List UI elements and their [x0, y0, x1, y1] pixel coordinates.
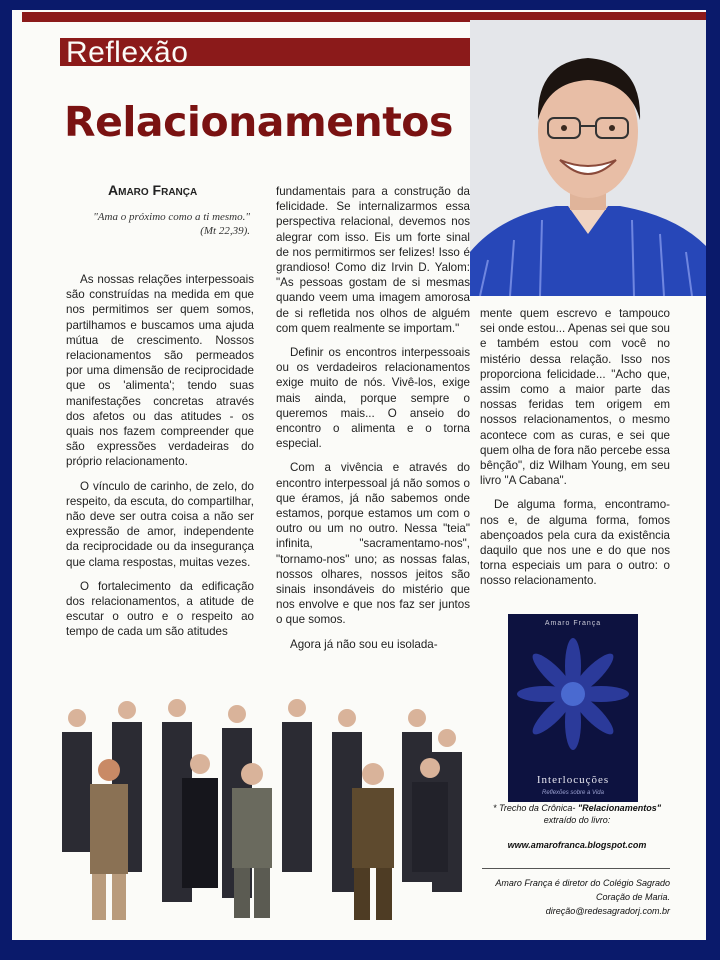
paragraph: Agora já não sou eu isolada- [290, 637, 438, 651]
bio-email[interactable]: direção@redesagradorj.com.br [545, 906, 670, 916]
caption-prefix: * Trecho da Crônica- [493, 803, 578, 813]
blog-url[interactable]: www.amarofranca.blogspot.com [507, 840, 647, 850]
article-title: Relacionamentos [64, 98, 453, 146]
book-author: Amaro França [544, 620, 602, 627]
paragraph: Definir os encontros interpessoais ou os verdadeiros relacionamentos exige muito de nós. Vivê-los, exige mais ainda, porque sempre o queremos mais... O anseio do encontro o alimenta e o torna especial. [276, 346, 470, 451]
paragraph: O vínculo de carinho, de zelo, do respeito, da escuta, do compartilhar, não deve ser outra coisa a não ser expressão de amor, independente da reciprocidade ou da insegurança que clama respostas, muitas vezes. [66, 479, 254, 569]
paragraph: De alguma forma, encontramo-nos e, de alguma forma, fomos abençoados pela cura da existência daquilo que nos une e do que nos torna especiais um para o outro: o nosso relacionamento. [480, 498, 670, 588]
epigraph-text: "Ama o próximo como a ti mesmo." [93, 211, 250, 223]
caption-suffix: extraído do livro: [543, 815, 611, 825]
section-label: Reflexão [66, 36, 189, 69]
author-portrait [470, 20, 706, 296]
bio-line-1: Amaro França é diretor do Colégio Sagrado [495, 878, 670, 888]
caption-title: "Relacionamentos" [577, 803, 661, 813]
bio-line-2: Coração de Maria. [595, 892, 670, 902]
divider [482, 868, 670, 869]
article-column-2 [276, 184, 470, 661]
author-bio [482, 876, 670, 918]
book-title: Interlocuções [536, 774, 610, 786]
paragraph: fundamentais para a construção da felicidade. Se internalizarmos essa perspectiva relacional, devemos nos alegrar com isso. Eis um forte sinal de nos permitirmos ser felizes! Isso é grandioso! Como diz Irvin D. Yalom: "As pessoas gostam de si mesmas quando veem uma imagem amorosa de si refletida nos olhos de alguém com quem realmente se importam." [276, 185, 470, 335]
business-group-photo [52, 692, 480, 928]
book-subtitle: Reflexões sobre a Vida [542, 790, 604, 796]
book-caption [482, 802, 672, 826]
epigraph-reference: (Mt 22,39). [200, 225, 250, 237]
paragraph: O fortalecimento da edificação dos relacionamentos, a atitude de escutar o outro e o respeito ao tempo de cada um são atitudes [66, 579, 254, 639]
author-name: Amaro França [108, 182, 198, 198]
epigraph [72, 210, 250, 238]
article-column-3 [480, 306, 670, 598]
article-column-1 [66, 272, 254, 649]
paragraph: As nossas relações interpessoais são construídas na medida em que nos permitimos ser quem somos, partilhamos e buscamos uma ajuda mútua de crescimento. Nossos relacionamentos são permeados por uma dimensão de reciprocidade que os 'alimenta'; tendo suas manifestações concretas através dos afetos ou das atitudes - os quais nos fazem compreender que são expressões verdadeiras do próprio relacionamento. [66, 273, 254, 469]
paragraph: Com a vivência e através do encontro interpessoal já não somos o que éramos, já não sabemos onde estamos, porque estamos um com o outro ou um no outro. Nessa "teia" infinita, "sacramentamo-nos", "tornamo-nos" uno; as nossas falas, nossos olhares, nossos jeitos são sinais insondáveis do mistério que nos envolve e que nos faz ser juntos o que somos. [276, 461, 470, 627]
magazine-page [12, 10, 706, 940]
paragraph: mente quem escrevo e tampouco sei onde estou... Apenas sei que sou e também estou com você no mistério dessa relação. Isso nos proporciona felicidade... "Acho que, assim como a maior parte das nossas feridas tem origem em nossos relacionamentos, o mesmo acontece com as curas, e sei que quem olha de fora não percebe essa bênção", diz Wilham Young, em seu livro "A Cabana". [480, 307, 670, 488]
